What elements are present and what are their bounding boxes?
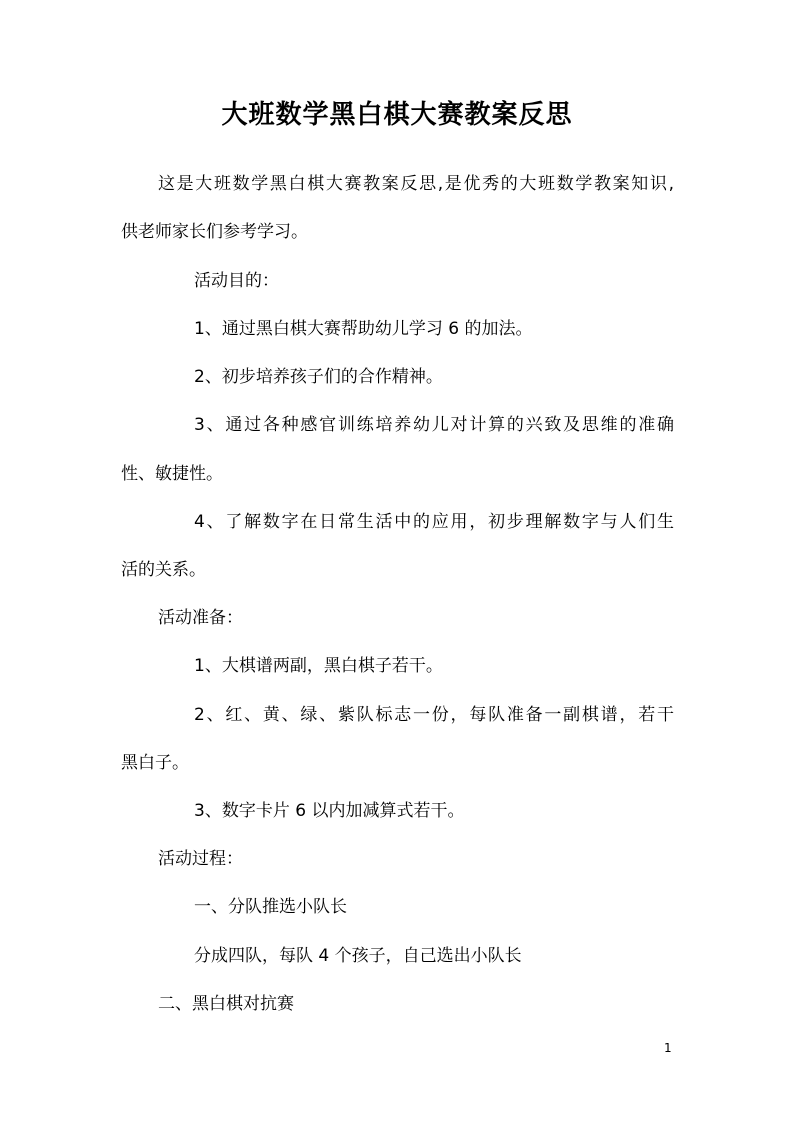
intro-line-1: 这是大班数学黑白棋大赛教案反思,是优秀的大班数学教案知识, xyxy=(158,174,674,194)
goal-3-line-2: 性、敏捷性。 xyxy=(121,464,223,484)
goal-4-line-2: 活的关系。 xyxy=(121,560,206,580)
prep-2-line-2: 黑白子。 xyxy=(121,753,189,773)
prep-3: 3、数字卡片 6 以内加减算式若干。 xyxy=(194,801,465,821)
process-heading: 活动过程： xyxy=(158,849,243,869)
intro-line-2: 供老师家长们参考学习。 xyxy=(121,222,308,242)
goal-2: 2、初步培养孩子们的合作精神。 xyxy=(194,367,443,387)
step-2: 二、黑白棋对抗赛 xyxy=(158,994,294,1014)
goals-heading: 活动目的： xyxy=(194,271,279,291)
goal-1: 1、通过黑白棋大赛帮助幼儿学习 6 的加法。 xyxy=(194,319,533,339)
prep-heading: 活动准备： xyxy=(158,608,243,628)
prep-1: 1、大棋谱两副，黑白棋子若干。 xyxy=(194,656,443,676)
prep-2-line-1: 2、红、黄、绿、紫队标志一份，每队准备一副棋谱，若干 xyxy=(194,705,674,725)
page-number: 1 xyxy=(664,1041,672,1055)
document-title: 大班数学黑白棋大赛教案反思 xyxy=(221,100,573,130)
step-1: 一、分队推选小队长 xyxy=(194,897,347,917)
step-1-detail: 分成四队，每队 4 个孩子，自己选出小队长 xyxy=(194,946,522,966)
goal-3-line-1: 3、通过各种感官训练培养幼儿对计算的兴致及思维的准确 xyxy=(194,415,674,435)
goal-4-line-1: 4、了解数字在日常生活中的应用，初步理解数字与人们生 xyxy=(194,512,674,532)
